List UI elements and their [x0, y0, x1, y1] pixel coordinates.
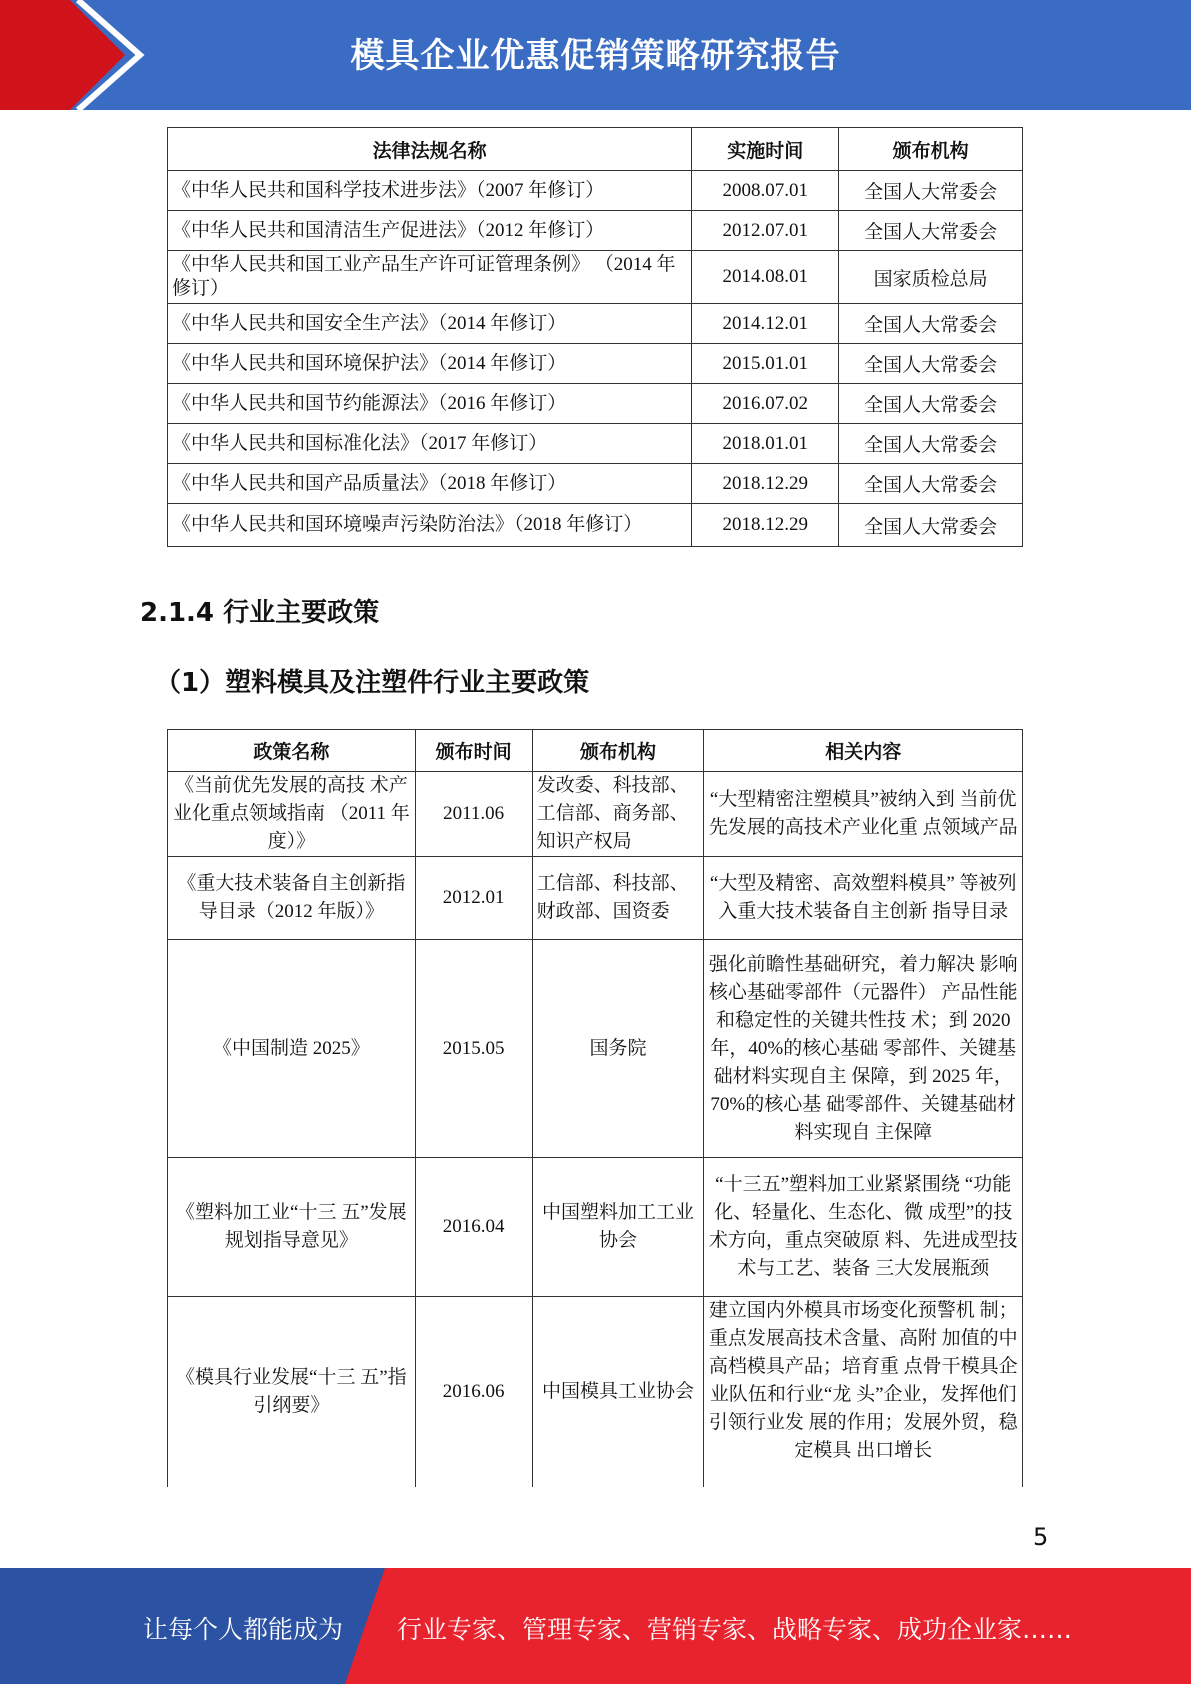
column-header: 颁布机构 [532, 730, 704, 772]
table-row [168, 940, 1023, 1158]
footer-slogan-left: 让每个人都能成为 [143, 1615, 344, 1644]
effective-date: 2018.01.01 [692, 424, 839, 464]
issuing-body: 全国人大常委会 [839, 171, 1023, 211]
page-footer [0, 1568, 1191, 1684]
page-number: 5 [1033, 1523, 1049, 1551]
effective-date: 2014.08.01 [692, 251, 839, 304]
law-table [167, 127, 1023, 547]
issuing-body: 中国塑料加工工业协会 [532, 1158, 704, 1297]
effective-date: 2012.07.01 [692, 211, 839, 251]
column-header: 实施时间 [692, 128, 839, 171]
policy-name: 《中国制造 2025》 [168, 940, 416, 1158]
law-name: 《中华人民共和国环境保护法》（2014 年修订） [168, 344, 692, 384]
effective-date: 2014.12.01 [692, 304, 839, 344]
issuing-body: 国家质检总局 [839, 251, 1023, 304]
table-row [168, 344, 1023, 384]
issuing-body: 工信部、科技部、财政部、国资委 [532, 857, 704, 940]
effective-date: 2016.07.02 [692, 384, 839, 424]
table-row [168, 1297, 1023, 1487]
issuing-body: 发改委、科技部、工信部、商务部、知识产权局 [532, 772, 704, 857]
table-row [168, 304, 1023, 344]
issuing-body: 全国人大常委会 [839, 211, 1023, 251]
policy-content: 强化前瞻性基础研究，着力解决 影响核心基础零部件（元器件） 产品性能和稳定性的关键共性技 术；到 2020 年，40%的核心基础 零部件、关键基础材料实现自主 保障，到 2025 年，70%的核心基 础零部件、关键基础材料实现自 主保障 [704, 940, 1023, 1158]
policy-table [167, 729, 1023, 1487]
table-header-row [168, 730, 1023, 772]
table-row [168, 211, 1023, 251]
issuing-body: 全国人大常委会 [839, 504, 1023, 547]
issuing-body: 全国人大常委会 [839, 424, 1023, 464]
issue-date: 2012.01 [415, 857, 532, 940]
issuing-body: 国务院 [532, 940, 704, 1158]
policy-name: 《模具行业发展“十三 五”指引纲要》 [168, 1297, 416, 1487]
law-name: 《中华人民共和国安全生产法》（2014 年修订） [168, 304, 692, 344]
law-name: 《中华人民共和国节约能源法》（2016 年修订） [168, 384, 692, 424]
column-header: 颁布时间 [415, 730, 532, 772]
table-row [168, 424, 1023, 464]
effective-date: 2008.07.01 [692, 171, 839, 211]
law-name: 《中华人民共和国工业产品生产许可证管理条例》 （2014 年修订） [168, 251, 692, 304]
policy-content: “十三五”塑料加工业紧紧围绕 “功能化、轻量化、生态化、微 成型”的技术方向，重点突破原 料、先进成型技术与工艺、装备 三大发展瓶颈 [704, 1158, 1023, 1297]
issue-date: 2016.06 [415, 1297, 532, 1487]
column-header: 颁布机构 [839, 128, 1023, 171]
column-header: 法律法规名称 [168, 128, 692, 171]
document-title: 模具企业优惠促销策略研究报告 [350, 36, 841, 76]
effective-date: 2018.12.29 [692, 464, 839, 504]
table-row [168, 251, 1023, 304]
table-row [168, 504, 1023, 547]
table-header-row [168, 128, 1023, 171]
issue-date: 2015.05 [415, 940, 532, 1158]
law-name: 《中华人民共和国标准化法》（2017 年修订） [168, 424, 692, 464]
law-name: 《中华人民共和国环境噪声污染防治法》（2018 年修订） [168, 504, 692, 547]
policy-content: 建立国内外模具市场变化预警机 制；重点发展高技术含量、高附 加值的中高档模具产品；培育重 点骨干模具企业队伍和行业“龙 头”企业，发挥他们引领行业发 展的作用；发展外贸，稳定模具 出口增长 [704, 1297, 1023, 1487]
table-row [168, 1158, 1023, 1297]
table-row [168, 857, 1023, 940]
footer-slogan-right: 行业专家、管理专家、营销专家、战略专家、成功企业家…… [397, 1615, 1073, 1644]
table-row [168, 384, 1023, 424]
sub-heading: （1）塑料模具及注塑件行业主要政策 [155, 668, 590, 698]
table-row [168, 772, 1023, 857]
issuing-body: 全国人大常委会 [839, 384, 1023, 424]
table-row [168, 171, 1023, 211]
section-heading: 2.1.4 行业主要政策 [140, 598, 380, 628]
issue-date: 2016.04 [415, 1158, 532, 1297]
policy-name: 《重大技术装备自主创新指导目录（2012 年版）》 [168, 857, 416, 940]
policy-name: 《当前优先发展的高技 术产业化重点领域指南 （2011 年度）》 [168, 772, 416, 857]
effective-date: 2018.12.29 [692, 504, 839, 547]
column-header: 相关内容 [704, 730, 1023, 772]
issuing-body: 全国人大常委会 [839, 304, 1023, 344]
policy-content: “大型精密注塑模具”被纳入到 当前优先发展的高技术产业化重 点领域产品 [704, 772, 1023, 857]
law-name: 《中华人民共和国清洁生产促进法》（2012 年修订） [168, 211, 692, 251]
effective-date: 2015.01.01 [692, 344, 839, 384]
column-header: 政策名称 [168, 730, 416, 772]
policy-content: “大型及精密、高效塑料模具” 等被列入重大技术装备自主创新 指导目录 [704, 857, 1023, 940]
table-row [168, 464, 1023, 504]
issuing-body: 全国人大常委会 [839, 464, 1023, 504]
issue-date: 2011.06 [415, 772, 532, 857]
policy-name: 《塑料加工业“十三 五”发展规划指导意见》 [168, 1158, 416, 1297]
law-name: 《中华人民共和国产品质量法》（2018 年修订） [168, 464, 692, 504]
issuing-body: 中国模具工业协会 [532, 1297, 704, 1487]
issuing-body: 全国人大常委会 [839, 344, 1023, 384]
law-name: 《中华人民共和国科学技术进步法》（2007 年修订） [168, 171, 692, 211]
page-header [0, 0, 1191, 110]
